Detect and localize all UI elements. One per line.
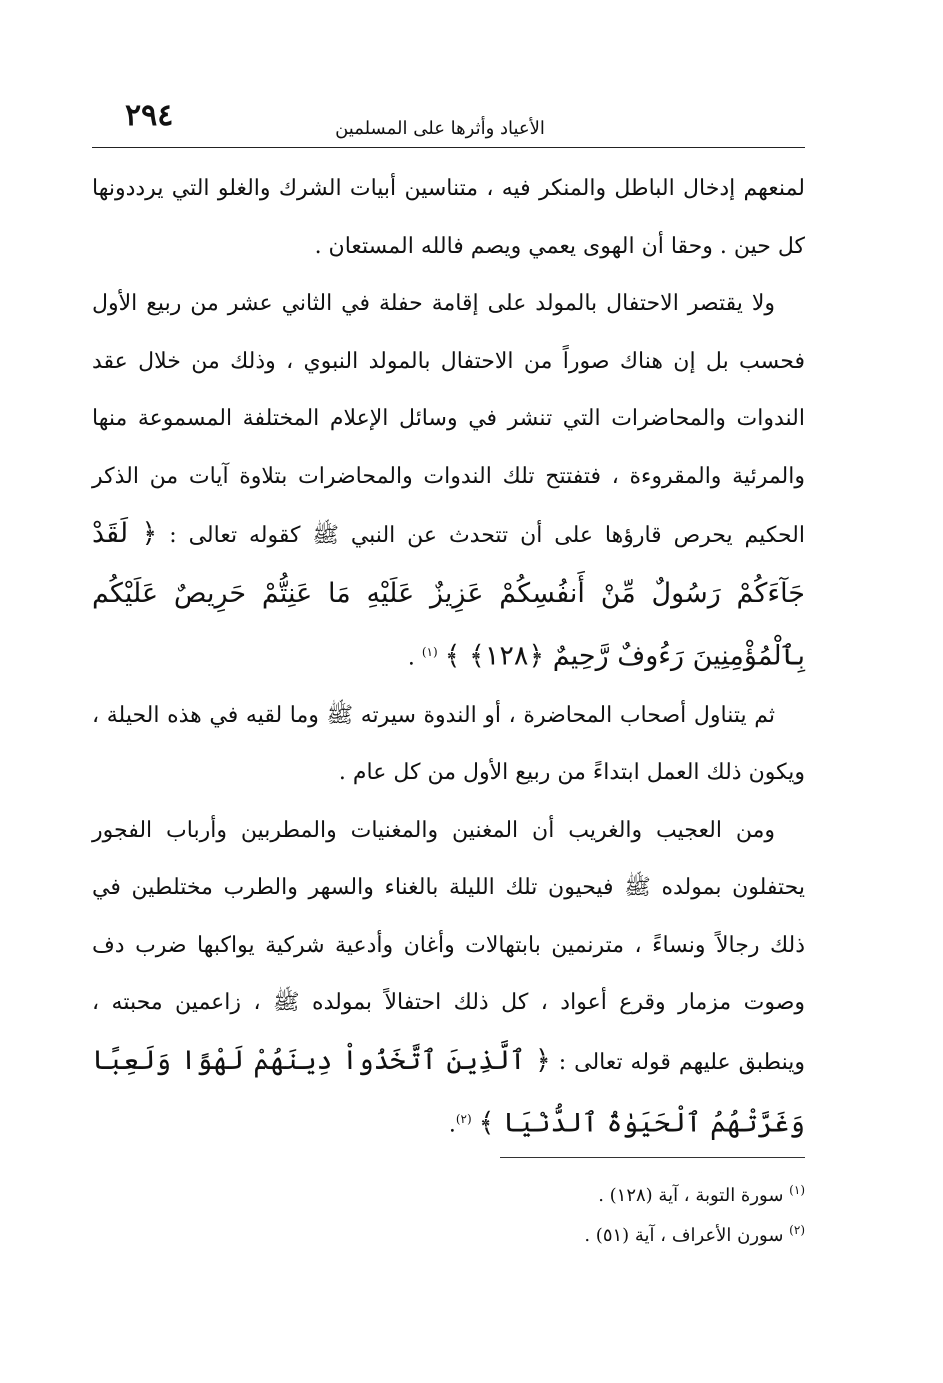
paragraph-1 <box>92 160 805 275</box>
paragraph-text: ثم يتناول أصحاب المحاضرة ، أو الندوة سيرته ﷺ وما لقيه في هذه الحيلة ، ويكون ذلك العمل ابتداءً من ربيع الأول من كل عام . <box>92 702 805 786</box>
quran-verse: ﴿ لَقَدْ جَآءَكُمْ رَسُولٌ مِّنْ أَنفُسِكُمْ عَزِيزٌ عَلَيْهِ مَا عَنِتُّمْ حَرِيصٌ عَلَيْكُم بِٱلْمُؤْمِنِينَ رَءُوفٌ رَّحِيمٌ ﴿١٢٨﴾ ﴾ <box>92 518 805 672</box>
footnote-ref: (٢) <box>455 1112 472 1127</box>
paragraph-4 <box>92 802 805 1154</box>
footnote-divider <box>500 1157 805 1158</box>
footnote-1 <box>400 1173 805 1213</box>
footnote-2 <box>400 1213 805 1253</box>
footnote-marker: (٢) <box>789 1223 805 1237</box>
header-divider <box>92 147 805 148</box>
paragraph-end: . <box>448 1112 456 1138</box>
page-number: ٢٩٤ <box>125 98 174 133</box>
footnotes <box>400 1173 805 1253</box>
footnote-ref: (١) <box>421 645 438 659</box>
paragraph-text: لمنعهم إدخال الباطل والمنكر فيه ، متناسين أبيات الشرك والغلو التي يرددونها كل حين . وحقا أن الهوى يعمي ويصم فالله المستعان . <box>92 176 805 259</box>
paragraph-2 <box>92 275 805 687</box>
footnote-text: سورة التوبة ، آية (١٢٨) . <box>598 1185 784 1206</box>
running-title: الأعياد وأثرها على المسلمين <box>335 118 545 139</box>
footnote-text: سورن الأعراف ، آية (٥١) . <box>584 1225 784 1246</box>
quran-verse: ﴿ ٱلَّذِينَ ٱتَّخَذُواْ دِينَهُمْ لَهْوًا وَلَعِبًا وَغَرَّتْهُمُ ٱلْحَيَوٰةُ ٱلدُّنْيَا ﴾ <box>92 1044 805 1139</box>
paragraph-text: ومن العجيب والغريب أن المغنين والمغنيات والمطربين وأرباب الفجور يحتفلون بمولده ﷺ فيحيون تلك الليلة بالغناء والسهر والطرب مختلطين في ذلك رجالاً ونساءً ، مترنمين بابتهالات وأغان وأدعية شركية يواكبها ضرب دف وصوت مزمار وقرع أعواد ، كل ذلك احتفالاً بمولده ﷺ ، زاعمين محبته ، وينطبق عليهم قوله تعالى : <box>92 817 805 1075</box>
body-text <box>92 160 805 1154</box>
paragraph-3 <box>92 687 805 802</box>
paragraph-text: ولا يقتصر الاحتفال بالمولد على إقامة حفلة في الثاني عشر من ربيع الأول فحسب بل إن هناك صوراً من الاحتفال بالمولد النبوي ، وذلك من خلال عقد الندوات والمحاضرات التي تنشر في وسائل الإعلام المختلفة المسموعة منها والمرئية والمقروءة ، فتفتتح تلك الندوات والمحاضرات بتلاوة آيات من الذكر الحكيم يحرص قارؤها على أن تتحدث عن النبي ﷺ كقوله تعالى : <box>92 291 805 548</box>
footnote-marker: (١) <box>789 1183 805 1197</box>
paragraph-end: . <box>407 645 422 671</box>
